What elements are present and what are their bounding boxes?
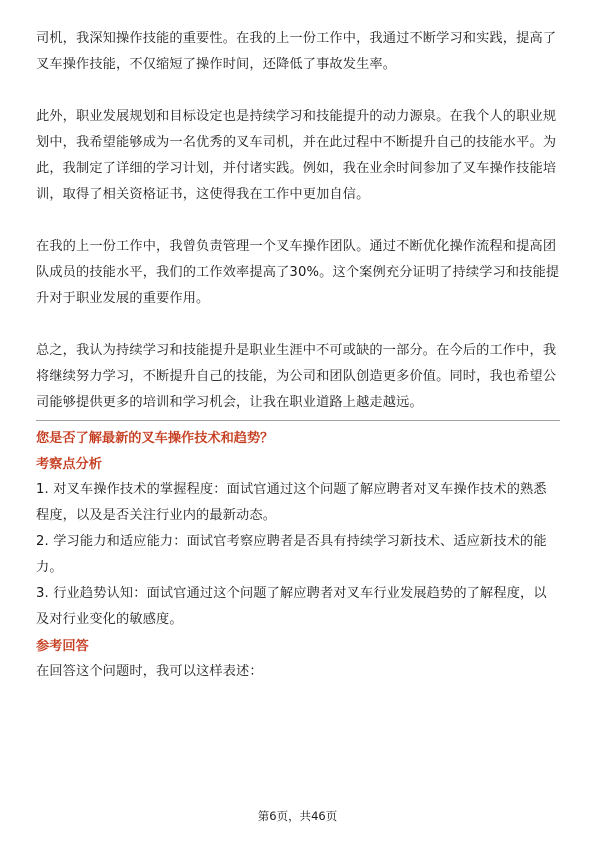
page-content bbox=[36, 26, 560, 685]
paragraph-skill-importance: 司机，我深知操作技能的重要性。在我的上一份工作中，我通过不断学习和实践，提高了叉车操作技能，不仅缩短了操作时间，还降低了事故发生率。 bbox=[36, 31, 557, 72]
answer-intro: 在回答这个问题时，我可以这样表述： bbox=[36, 664, 263, 679]
answer-heading: 参考回答 bbox=[36, 639, 89, 654]
question-title: 您是否了解最新的叉车操作技术和趋势？ bbox=[36, 431, 274, 446]
analysis-point: 2. 学习能力和适应能力：面试官考察应聘者是否具有持续学习新技术、适应新技术的能力。 bbox=[36, 534, 547, 575]
paragraph-conclusion: 总之，我认为持续学习和技能提升是职业生涯中不可或缺的一部分。在今后的工作中，我将继续努力学习，不断提升自己的技能，为公司和团队创造更多价值。同时，我也希望公司能够提供更多的培训和学习机会，让我在职业道路上越走越远。 bbox=[36, 343, 557, 410]
paragraph-team-case: 在我的上一份工作中，我曾负责管理一个叉车操作团队。通过不断优化操作流程和提高团队成员的技能水平，我们的工作效率提高了30%。这个案例充分证明了持续学习和技能提升对于职业发展的重要作用。 bbox=[36, 239, 560, 306]
analysis-heading: 考察点分析 bbox=[36, 457, 102, 472]
paragraph-career-planning: 此外，职业发展规划和目标设定也是持续学习和技能提升的动力源泉。在我个人的职业规划中，我希望能够成为一名优秀的叉车司机，并在此过程中不断提升自己的技能水平。为此，我制定了详细的学习计划，并付诸实践。例如，我在业余时间参加了叉车操作技能培训，取得了相关资格证书，这使得我在工作中更加自信。 bbox=[36, 109, 557, 202]
page-number: 第6页，共46页 bbox=[257, 809, 338, 823]
analysis-point: 3. 行业趋势认知：面试官通过这个问题了解应聘者对叉车行业发展趋势的了解程度，以及对行业变化的敏感度。 bbox=[36, 586, 547, 627]
section-divider bbox=[36, 420, 560, 421]
analysis-point: 1. 对叉车操作技术的掌握程度：面试官通过这个问题了解应聘者对叉车操作技术的熟悉程度，以及是否关注行业内的最新动态。 bbox=[36, 482, 547, 523]
